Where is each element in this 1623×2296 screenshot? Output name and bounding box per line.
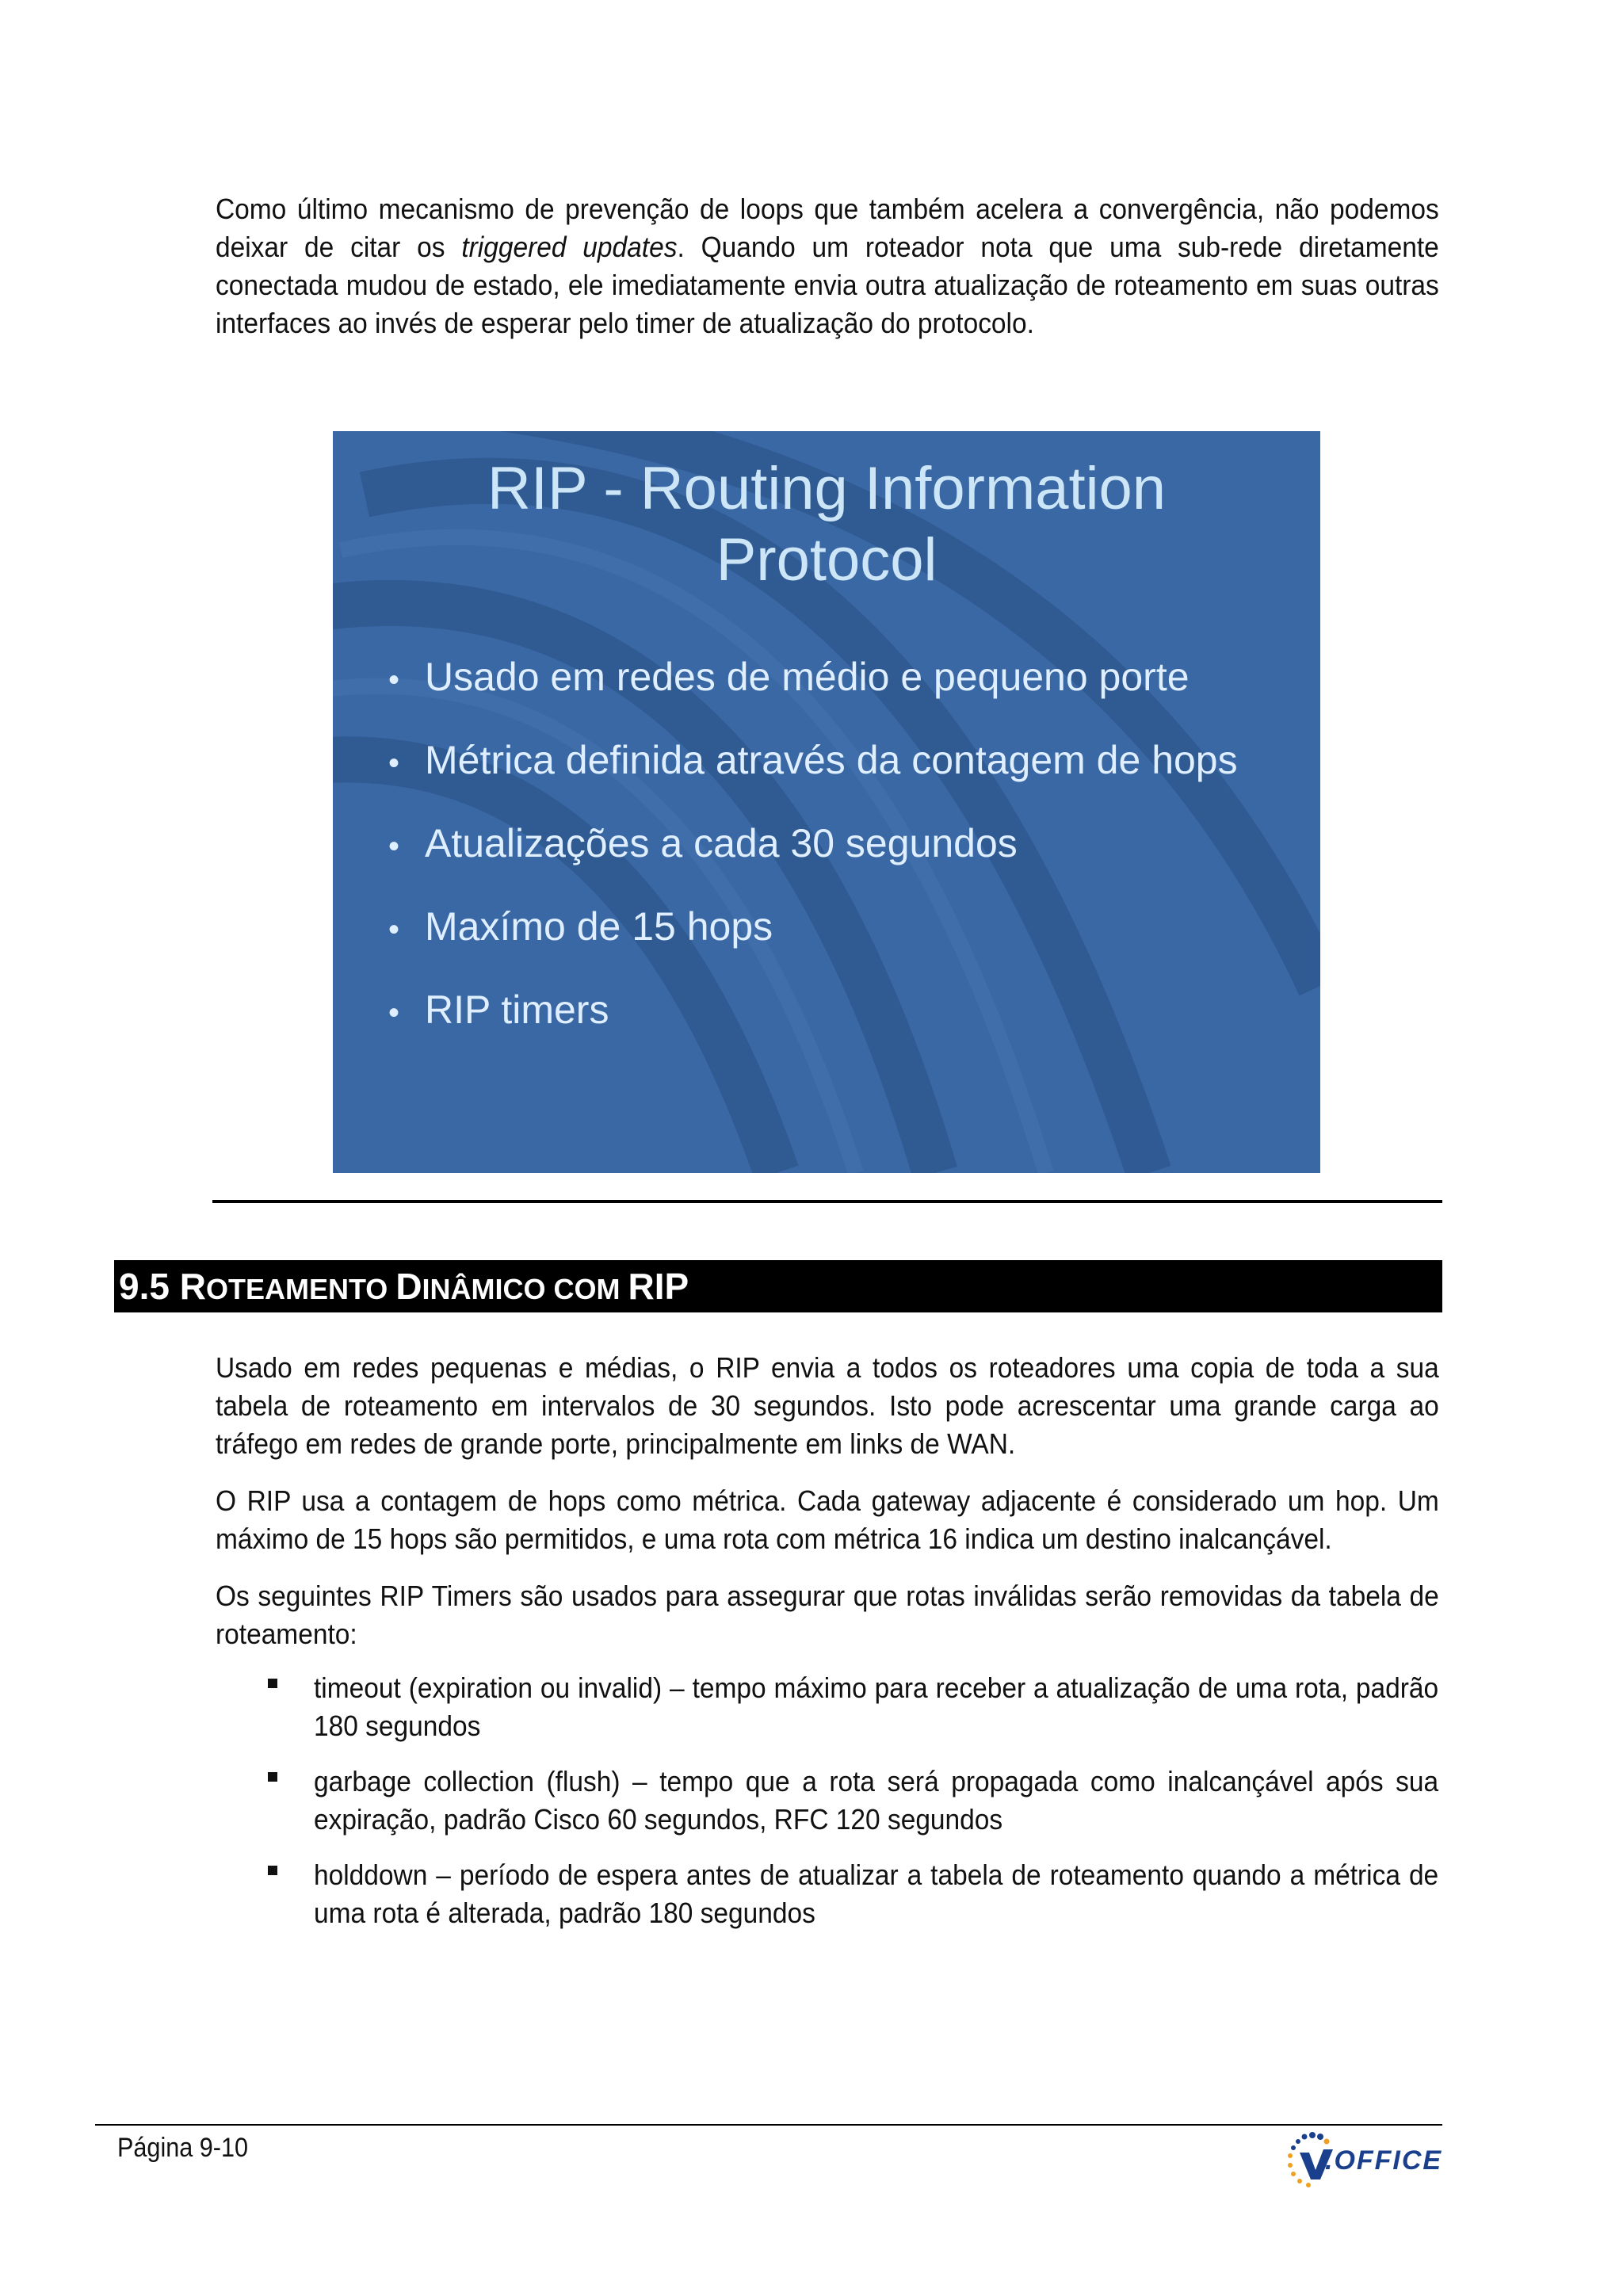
- slide-bullet-item: • RIP timers: [388, 986, 609, 1037]
- body-paragraph: Usado em redes pequenas e médias, o RIP envia a todos os roteadores uma copia de toda a sua tabela de roteamento em intervalos de 30 segundos. Isto pode acrescentar uma grande carga ao tráfego em redes de grande porte, principalmente em links de WAN.: [216, 1351, 1439, 1460]
- square-bullet-icon: [268, 1679, 277, 1688]
- slide-title: RIP - Routing Information Protocol: [487, 455, 1167, 594]
- section-divider: [212, 1200, 1442, 1203]
- slide-bullet-item: • Maxímo de 15 hops: [388, 903, 773, 953]
- bullet-glyph: •: [388, 995, 400, 1030]
- body-paragraph: O RIP usa a contagem de hops como métrica. Cada gateway adjacente é considerado um hop. Um máximo de 15 hops são permitidos, e uma rota com métrica 16 indica um destino inalcançável.: [216, 1484, 1439, 1555]
- section-heading-bar: [114, 1260, 1442, 1312]
- slide-bullet-item: • Usado em redes de médio e pequeno porte: [388, 653, 1190, 704]
- bullet-glyph: •: [388, 746, 400, 781]
- square-bullet-icon: [268, 1772, 277, 1782]
- bullet-glyph: •: [388, 829, 400, 864]
- bullet-glyph: •: [388, 663, 400, 697]
- section-heading: 9.5 ROTEAMENTO DINÂMICO COM RIP: [119, 1266, 689, 1307]
- page-number: Página 9-10: [117, 2133, 249, 2163]
- body-paragraph: Os seguintes RIP Timers são usados para assegurar que rotas inválidas serão removidas da tabela de roteamento:: [216, 1580, 1439, 1650]
- slide-image: [333, 431, 1320, 1173]
- footer-divider: [95, 2124, 1442, 2126]
- intro-paragraph: Como último mecanismo de prevenção de loops que também acelera a convergência, não podemos deixar de citar os triggered updates. Quando um roteador nota que uma sub-rede diretamente conectada mudou de estado, ele imediatamente envia outra atualização de roteamento em suas outras interfaces ao invés de esperar pelo timer de atualização do protocolo.: [216, 193, 1439, 339]
- square-bullet-icon: [268, 1866, 277, 1875]
- logo-wordmark: .OFFICE: [1325, 2145, 1443, 2176]
- slide-bullet-item: • Atualizações a cada 30 segundos: [388, 819, 1018, 870]
- slide-bullet-item: • Métrica definida através da contagem de hops: [388, 736, 1238, 787]
- intro-emphasis: triggered updates: [461, 231, 678, 263]
- bullet-glyph: •: [388, 912, 400, 947]
